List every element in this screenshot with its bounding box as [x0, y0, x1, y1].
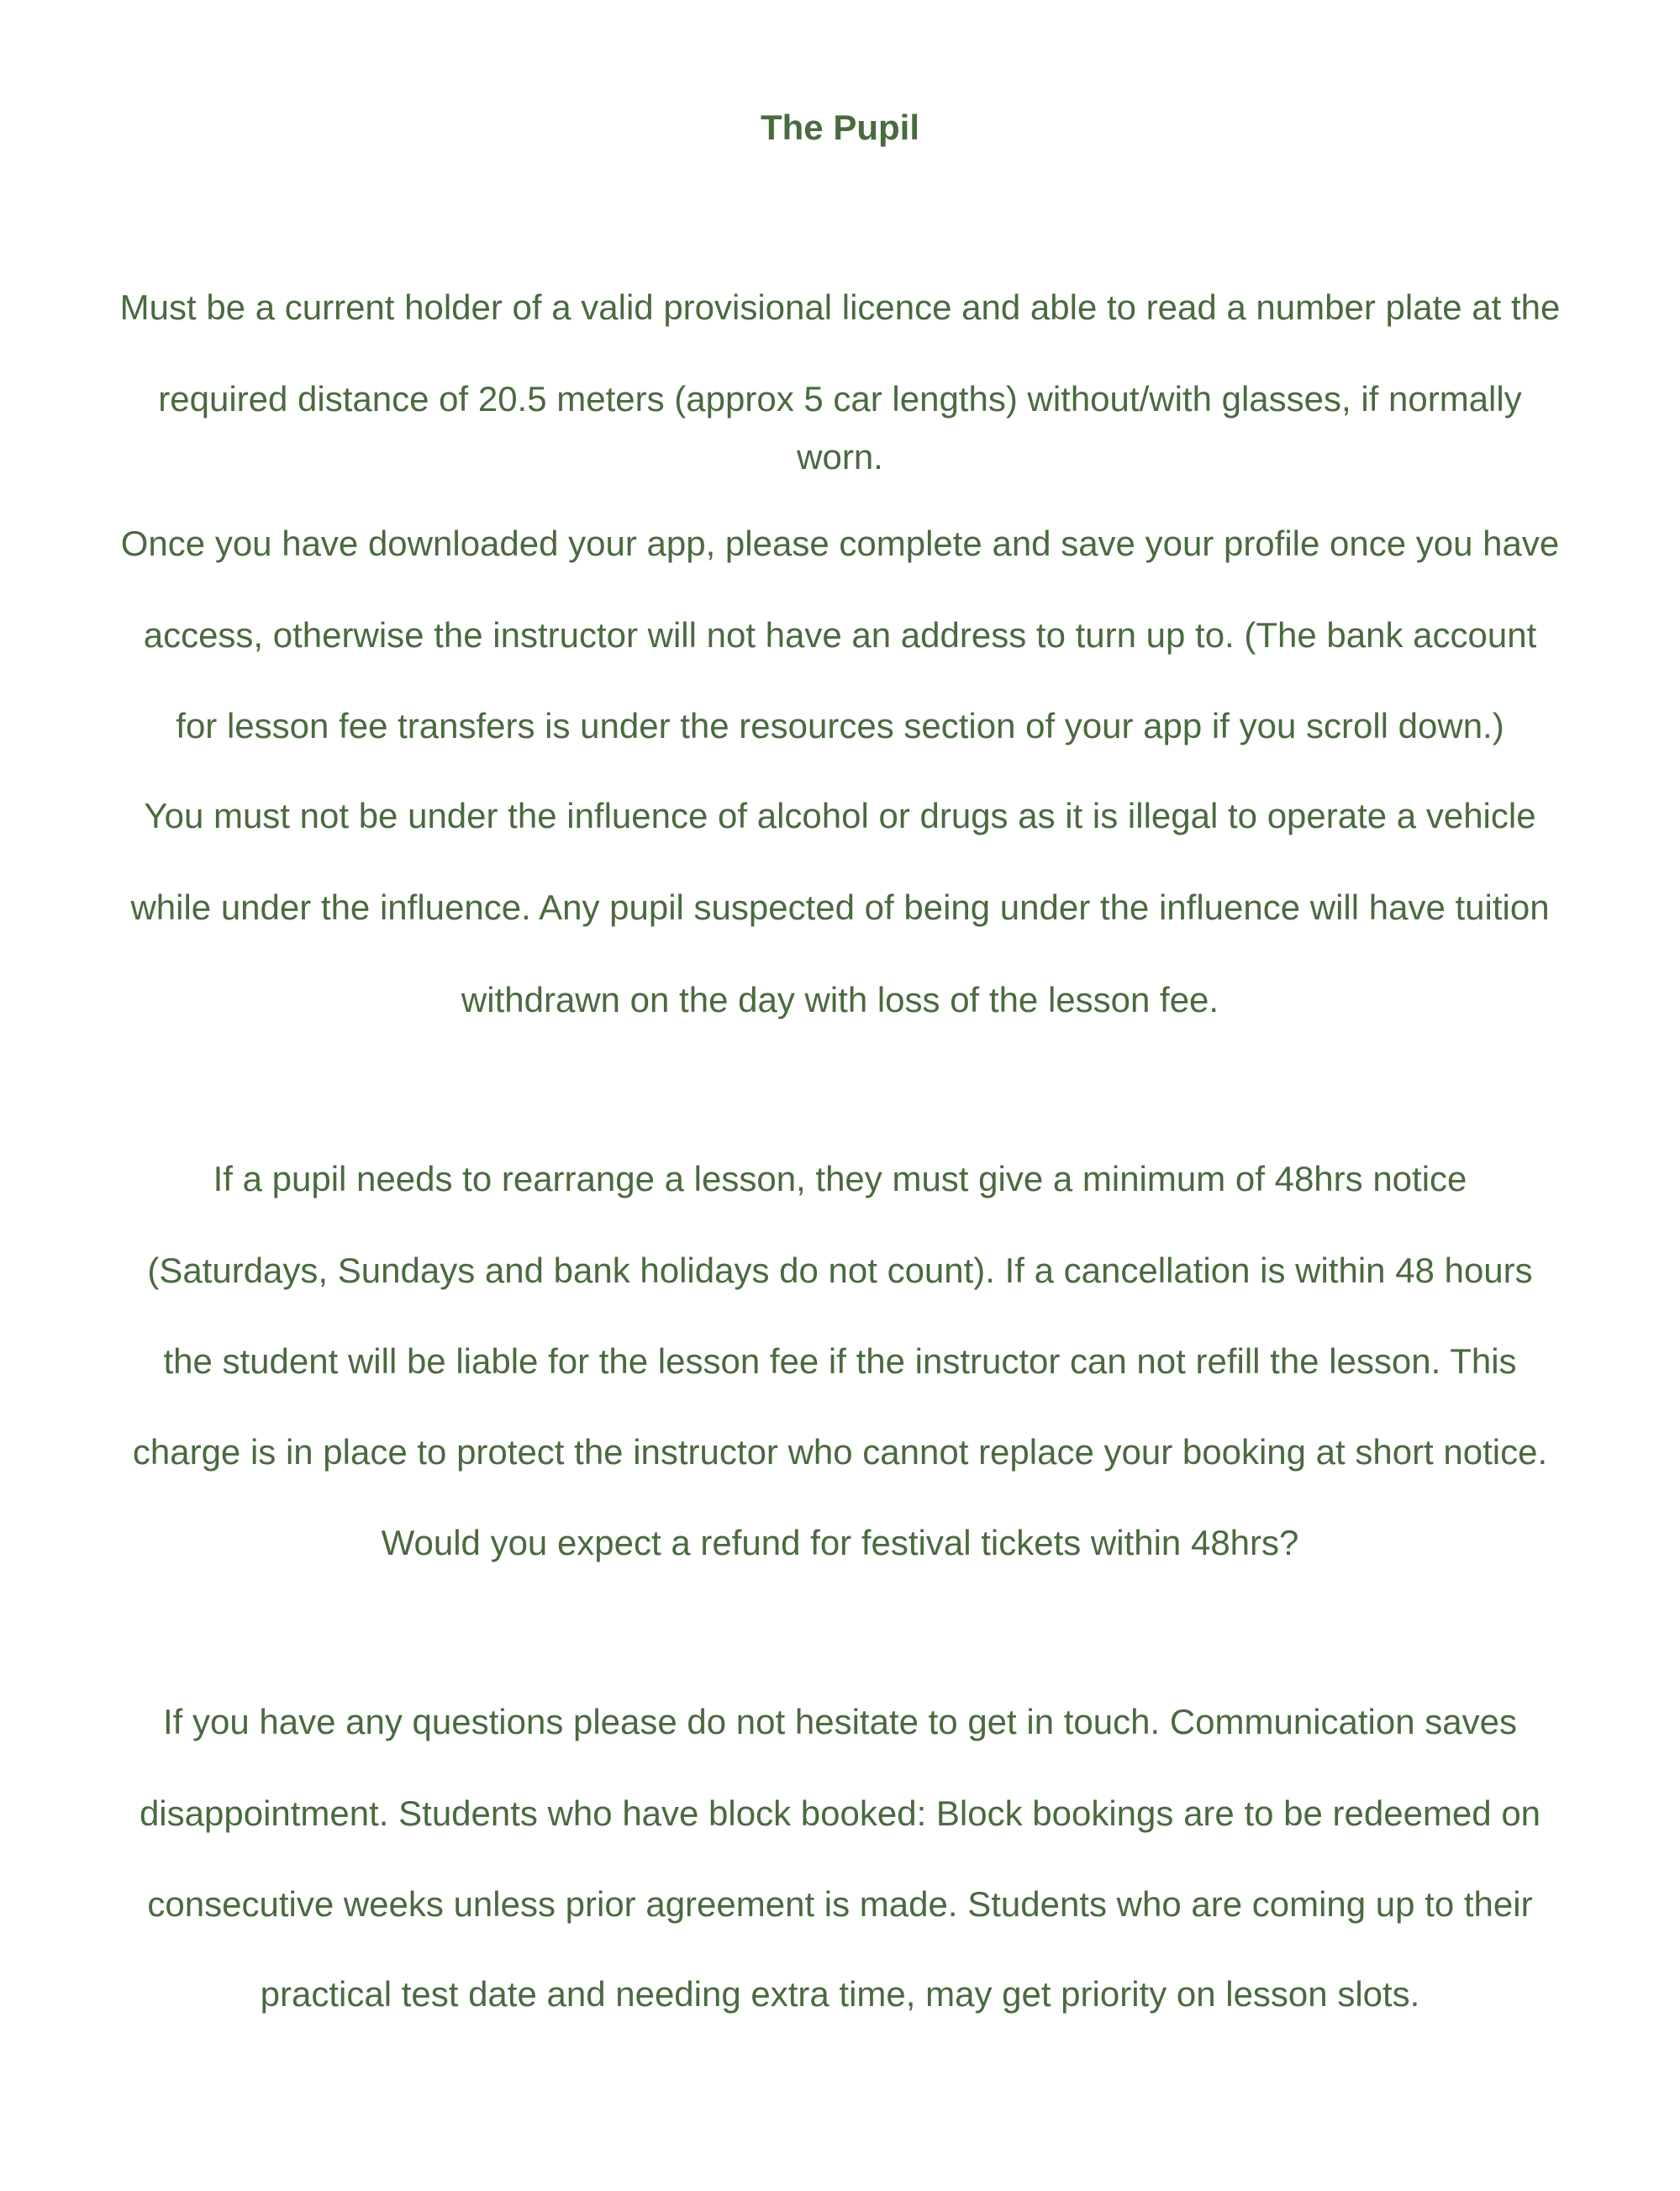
text-line: while under the influence. Any pupil suspected of being under the influence will have tuition — [130, 887, 1550, 927]
text-line: (Saturdays, Sundays and bank holidays do not count). If a cancellation is within 48 hours — [147, 1251, 1533, 1290]
text-line: consecutive weeks unless prior agreement is made. Students who are coming up to their — [147, 1884, 1533, 1924]
text-line: You must not be under the influence of alcohol or drugs as it is illegal to operate a vehicle — [144, 796, 1536, 835]
text-line: required distance of 20.5 meters (approx 5 car lengths) without/with glasses, if normally — [158, 379, 1522, 419]
text-line: Would you expect a refund for festival tickets within 48hrs? — [381, 1523, 1299, 1562]
text-line: the student will be liable for the lesson fee if the instructor can not refill the lesson. This — [163, 1341, 1517, 1381]
page-title: The Pupil — [761, 108, 919, 147]
text-line: access, otherwise the instructor will not have an address to turn up to. (The bank account — [143, 615, 1537, 655]
text-line: practical test date and needing extra time, may get priority on lesson slots. — [260, 1974, 1420, 2014]
text-line: worn. — [797, 437, 883, 477]
text-line: withdrawn on the day with loss of the lesson fee. — [461, 980, 1219, 1019]
text-line: Must be a current holder of a valid provisional licence and able to read a number plate at the — [119, 287, 1561, 327]
text-line: charge is in place to protect the instructor who cannot replace your booking at short notice. — [132, 1432, 1548, 1472]
text-line: disappointment. Students who have block booked: Block bookings are to be redeemed on — [139, 1793, 1541, 1833]
text-line: If a pupil needs to rearrange a lesson, they must give a minimum of 48hrs notice — [213, 1159, 1467, 1198]
text-line: If you have any questions please do not hesitate to get in touch. Communication saves — [163, 1702, 1517, 1741]
text-line: for lesson fee transfers is under the resources section of your app if you scroll down.) — [176, 706, 1504, 745]
text-line: Once you have downloaded your app, please complete and save your profile once you have — [120, 524, 1560, 563]
